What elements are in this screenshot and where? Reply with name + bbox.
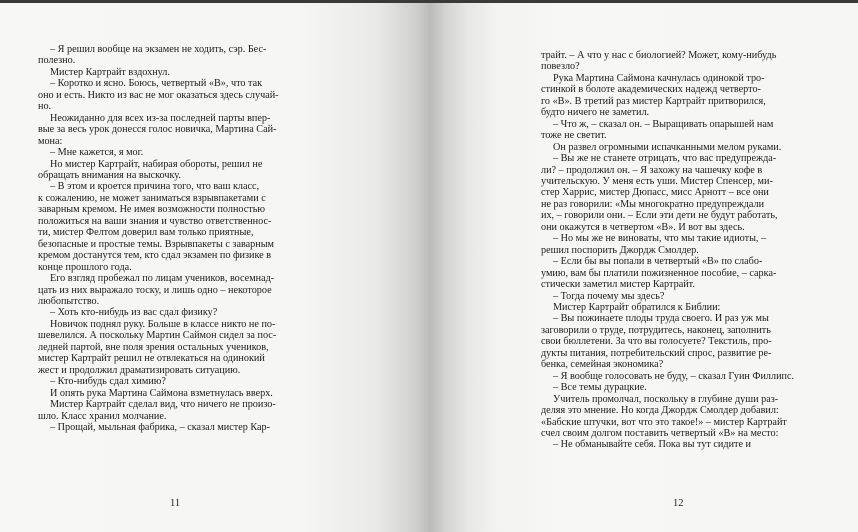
text-line: положиться на ваши знания и чувство ответственнос- [38,215,272,227]
text-line: – Не обманывайте себя. Пока вы тут сидите и [553,439,751,451]
text-line: – Если бы вы попали в четвертый «В» по слабо- [553,256,763,268]
text-line: шло. Класс хранил молчание. [38,410,167,422]
text-line: будто ничего не заметил. [541,107,650,119]
text-line: учительскую. У меня есть уши. Мистер Спенсер, ми- [541,175,773,187]
text-line: свои бюллетени. За что вы голосуете? Текстиль, про- [541,336,772,348]
text-line: любопытство. [38,295,100,307]
right-page [429,3,858,532]
text-line: к сожалению, не может заниматься взрывпакетами с [38,192,266,204]
text-line: их, – говорили они. – Если эти дети не будут работать, [541,210,778,222]
text-line: цать из них выражало тоску, и лишь одно – некоторое [38,284,272,296]
text-line: «Бабские штучки, вот что это такое!» – мистер Картрайт [541,416,787,428]
text-line: – Тогда почему мы здесь? [553,290,665,302]
text-line: шевелился. А поскольку Мартин Саймон сидел за пос- [38,330,277,342]
text-line: – Я вообще голосовать не буду, – сказал Гуин Филлипс. [553,370,795,382]
text-line: – Коротко и ясно. Боюсь, четвертый «В», что так [50,78,263,90]
text-line: мистер Картрайт решил не отвлекаться на одинокий [38,353,265,365]
text-line: стически заметил мистер Картрайт. [541,279,695,291]
text-line: – Хоть кто-нибудь из вас сдал физику? [50,307,218,319]
text-line: жест и продолжил драматизировать ситуацию. [38,364,241,376]
text-line: но. [38,101,52,113]
text-line: И опять рука Мартина Саймона взметнулась вверх. [50,387,273,399]
text-line: го «В». В третий раз мистер Картрайт притворился, [541,95,766,107]
text-line: Учитель промолчал, поскольку в глубине души раз- [553,393,779,405]
text-line: полезно. [38,55,76,67]
text-line: деляя это мнение. Но когда Джордж Смолдер добавил: [541,405,779,417]
text-line: Его взгляд пробежал по лицам учеников, восемнад- [50,273,275,285]
text-line: Новичок поднял руку. Больше в классе никто не по- [50,318,276,330]
text-line: оно и есть. Никто из вас не мог оказаться здесь случай- [38,89,279,101]
text-line: – Но мы же не виноваты, что мы такие идиоты, – [553,233,767,245]
text-line: кремом достанутся тем, кто сдал экзамен по физике в [38,250,272,262]
text-line: – Вы же не станете отрицать, что вас предупрежда- [553,153,777,165]
left-page-text [38,44,314,433]
text-line: конце прошлого года. [38,261,132,273]
text-line: – Все темы дурацкие. [553,382,647,394]
text-line: – Мне кажется, я мог. [50,147,144,159]
text-line: Неожиданно для всех из-за последней парты впер- [50,112,271,124]
text-line: обращать внимания на выскочку. [38,169,181,181]
text-line: бенка, семейная экономика? [541,359,664,371]
text-line: они окажутся в четвертом «В». И вот вы здесь. [541,221,745,233]
text-line: умию, вам бы платили пожизненное пособие, – сарка- [541,267,777,279]
right-page-number: 12 [673,498,684,509]
text-line: – Вы пожинаете плоды труда своего. И раз уж мы [553,313,769,325]
text-line: – В этом и кроется причина того, что ваш класс, [50,181,260,193]
text-line: заговорили о труде, потрудитесь, наконец, заполнить [541,324,771,336]
text-line: трайт. – А что у нас с биологией? Может, кому-нибудь [541,50,777,61]
text-line: – Прощай, мыльная фабрика, – сказал мистер Кар- [50,421,271,433]
text-line: – Что ж, – сказал он. – Выращивать опарышей нам [553,118,774,130]
text-line: Мистер Картрайт обратился к Библии: [553,301,721,313]
text-line: Он развел огромными испачканными мелом руками. [553,141,782,153]
text-line: дукты питания, потребительский спрос, развитие ре- [541,347,772,359]
text-line: стер Харрис, мистер Дюпасс, мисс Арнотт – все они [541,187,769,199]
text-line: Мистер Картрайт сделал вид, что ничего не произо- [50,399,276,411]
text-line: вые за весь урок донесся голос новичка, Мартина Сай- [38,124,277,136]
text-line: ледней партой, вне поля зрения остальных учеников, [38,341,269,353]
text-line: Рука Мартина Саймона качнулась одинокой тро- [553,72,765,84]
left-page [0,3,429,532]
text-line: – Кто-нибудь сдал химию? [50,376,166,388]
text-line: мона: [38,135,63,147]
text-line: Мистер Картрайт вздохнул. [50,66,170,78]
text-line: – Я решил вообще на экзамен не ходить, сэр. Бес- [50,44,267,55]
text-line: заварным кремом. Не имея возможности полностью [38,204,265,216]
text-line: решил поспорить Джордж Смолдер. [541,244,699,256]
left-page-number: 11 [170,498,181,509]
text-line: ли? – продолжил он. – Я захожу на чашечку кофе в [541,164,763,176]
text-line: ти, мистер Фелтом доверил вам только приятные, [38,227,254,239]
text-line: повезло? [541,61,580,73]
right-page-text [541,50,817,451]
text-line: тоже не светит. [541,130,607,142]
text-line: счел своим долгом поставить четвертый «В» на место: [541,427,779,439]
text-line: не раз говорили: «Мы многократно предупреждали [541,198,765,210]
text-line: стинкой в болоте академических надежд четверто- [541,84,761,96]
text-line: Но мистер Картрайт, набирая обороты, решил не [50,158,263,170]
text-line: безопасные и простые темы. Взрывпакеты с заварным [38,238,275,250]
